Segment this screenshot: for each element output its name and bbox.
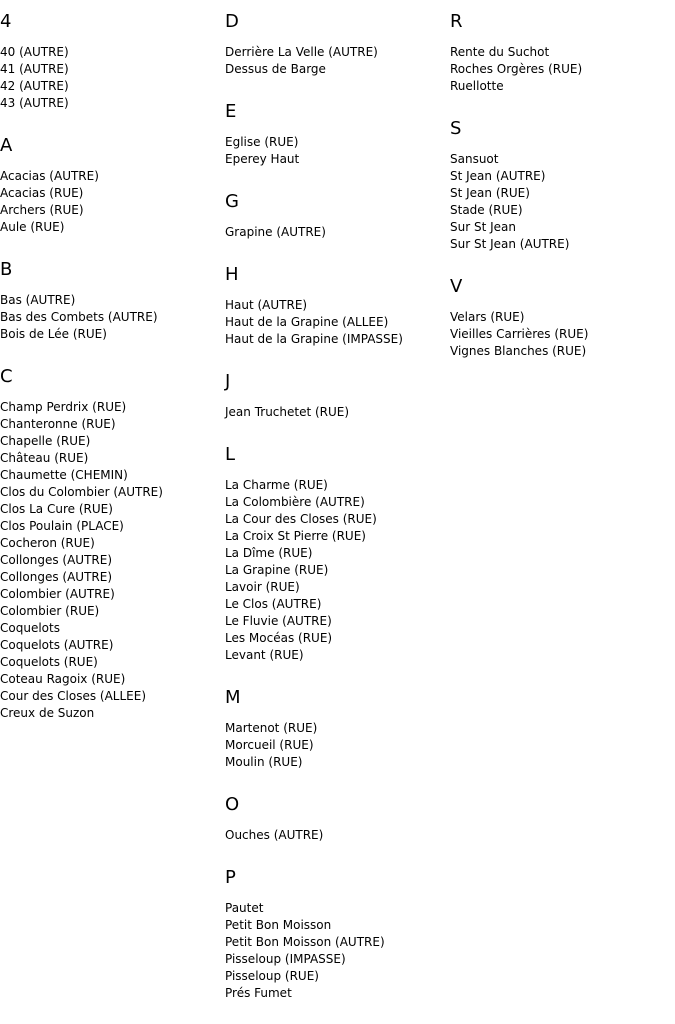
street-link[interactable]: Cocheron (RUE)	[0, 536, 95, 550]
street-index-column-2	[225, 10, 445, 1024]
street-link[interactable]: 41 (AUTRE)	[0, 62, 69, 76]
street-link[interactable]: Roches Orgères (RUE)	[450, 62, 583, 76]
letter-group	[225, 866, 445, 1002]
street-link[interactable]: Sur St Jean	[450, 220, 516, 234]
street-link[interactable]: Coquelots (AUTRE)	[0, 638, 114, 652]
street-link[interactable]: Velars (RUE)	[450, 310, 525, 324]
street-link[interactable]: Colombier (AUTRE)	[0, 587, 115, 601]
street-link[interactable]: 43 (AUTRE)	[0, 96, 69, 110]
letter-heading: A	[0, 135, 13, 156]
street-link[interactable]: Derrière La Velle (AUTRE)	[225, 45, 378, 59]
street-link[interactable]: Bois de Lée (RUE)	[0, 327, 107, 341]
letter-heading: E	[225, 101, 237, 122]
street-link[interactable]: Collonges (AUTRE)	[0, 553, 113, 567]
letter-heading: R	[450, 11, 463, 32]
letter-group	[225, 263, 445, 348]
street-link[interactable]: Bas des Combets (AUTRE)	[0, 310, 158, 324]
street-link[interactable]: Coquelots (RUE)	[0, 655, 98, 669]
letter-heading: L	[225, 444, 236, 465]
street-link[interactable]: Champ Perdrix (RUE)	[0, 400, 127, 414]
street-link[interactable]: Sansuot	[450, 152, 499, 166]
street-link[interactable]: St Jean (AUTRE)	[450, 169, 546, 183]
street-link[interactable]: La Grapine (RUE)	[225, 563, 329, 577]
street-link[interactable]: Clos La Cure (RUE)	[0, 502, 113, 516]
street-link[interactable]: Acacias (AUTRE)	[0, 169, 99, 183]
street-link[interactable]: Eperey Haut	[225, 152, 300, 166]
street-link[interactable]: Grapine (AUTRE)	[225, 225, 326, 239]
street-link[interactable]: Pisseloup (IMPASSE)	[225, 952, 346, 966]
letter-heading: G	[225, 191, 239, 212]
letter-group	[225, 190, 445, 241]
street-link[interactable]: Levant (RUE)	[225, 648, 304, 662]
street-link[interactable]: Clos du Colombier (AUTRE)	[0, 485, 163, 499]
street-link[interactable]: Haut (AUTRE)	[225, 298, 308, 312]
letter-group	[0, 134, 220, 236]
street-link[interactable]: Petit Bon Moisson	[225, 918, 332, 932]
street-link[interactable]: Chapelle (RUE)	[0, 434, 91, 448]
street-link[interactable]: Acacias (RUE)	[0, 186, 84, 200]
letter-heading: D	[225, 11, 239, 32]
letter-group	[450, 10, 670, 95]
letter-group	[225, 793, 445, 844]
street-link[interactable]: Creux de Suzon	[0, 706, 95, 720]
letter-heading: B	[0, 259, 13, 280]
street-link[interactable]: Sur St Jean (AUTRE)	[450, 237, 570, 251]
street-link[interactable]: La Dîme (RUE)	[225, 546, 313, 560]
street-link[interactable]: Ruellotte	[450, 79, 504, 93]
street-link[interactable]: Moulin (RUE)	[225, 755, 303, 769]
letter-heading: S	[450, 118, 462, 139]
street-link[interactable]: Haut de la Grapine (IMPASSE)	[225, 332, 403, 346]
letter-group	[0, 258, 220, 343]
street-link[interactable]: St Jean (RUE)	[450, 186, 530, 200]
street-link[interactable]: Morcueil (RUE)	[225, 738, 314, 752]
street-link[interactable]: Prés Fumet	[225, 986, 292, 1000]
street-link[interactable]: Pautet	[225, 901, 264, 915]
letter-heading: C	[0, 366, 13, 387]
street-link[interactable]: Ouches (AUTRE)	[225, 828, 324, 842]
street-link[interactable]: Clos Poulain (PLACE)	[0, 519, 124, 533]
letter-group	[225, 100, 445, 168]
letter-heading: H	[225, 264, 239, 285]
letter-heading: P	[225, 867, 236, 888]
letter-heading: V	[450, 276, 463, 297]
street-link[interactable]: Pisseloup (RUE)	[225, 969, 319, 983]
street-link[interactable]: Stade (RUE)	[450, 203, 523, 217]
letter-heading: 4	[0, 11, 12, 32]
street-link[interactable]: Chaumette (CHEMIN)	[0, 468, 128, 482]
street-link[interactable]: Petit Bon Moisson (AUTRE)	[225, 935, 385, 949]
street-link[interactable]: 42 (AUTRE)	[0, 79, 69, 93]
street-link[interactable]: Coteau Ragoix (RUE)	[0, 672, 126, 686]
letter-group	[225, 443, 445, 664]
street-link[interactable]: Chanteronne (RUE)	[0, 417, 116, 431]
street-link[interactable]: Martenot (RUE)	[225, 721, 318, 735]
street-link[interactable]: Château (RUE)	[0, 451, 89, 465]
letter-group	[225, 370, 445, 421]
street-link[interactable]: Coquelots	[0, 621, 60, 635]
street-link[interactable]: Le Clos (AUTRE)	[225, 597, 322, 611]
street-link[interactable]: Lavoir (RUE)	[225, 580, 300, 594]
street-link[interactable]: Vignes Blanches (RUE)	[450, 344, 587, 358]
street-link[interactable]: Archers (RUE)	[0, 203, 84, 217]
street-link[interactable]: Haut de la Grapine (ALLEE)	[225, 315, 389, 329]
letter-heading: O	[225, 794, 240, 815]
street-link[interactable]: Jean Truchetet (RUE)	[225, 405, 350, 419]
letter-heading: M	[225, 687, 241, 708]
street-link[interactable]: La Cour des Closes (RUE)	[225, 512, 377, 526]
street-link[interactable]: Le Fluvie (AUTRE)	[225, 614, 332, 628]
street-link[interactable]: Dessus de Barge	[225, 62, 326, 76]
street-link[interactable]: Aule (RUE)	[0, 220, 65, 234]
letter-group	[0, 365, 220, 722]
street-link[interactable]: Colombier (RUE)	[0, 604, 100, 618]
street-link[interactable]: Cour des Closes (ALLEE)	[0, 689, 147, 703]
street-index-column-3	[450, 10, 670, 382]
street-link[interactable]: Rente du Suchot	[450, 45, 550, 59]
letter-group	[0, 10, 220, 112]
letter-group	[225, 686, 445, 771]
letter-group	[450, 275, 670, 360]
street-link[interactable]: Bas (AUTRE)	[0, 293, 76, 307]
letter-group	[225, 10, 445, 78]
street-link[interactable]: Collonges (AUTRE)	[0, 570, 113, 584]
street-link[interactable]: La Croix St Pierre (RUE)	[225, 529, 366, 543]
street-link[interactable]: Les Mocéas (RUE)	[225, 631, 333, 645]
letter-heading: J	[225, 371, 231, 392]
street-link[interactable]: Vieilles Carrières (RUE)	[450, 327, 589, 341]
letter-group	[450, 117, 670, 253]
street-link[interactable]: Eglise (RUE)	[225, 135, 299, 149]
street-link[interactable]: La Colombière (AUTRE)	[225, 495, 365, 509]
street-link[interactable]: La Charme (RUE)	[225, 478, 328, 492]
street-link[interactable]: 40 (AUTRE)	[0, 45, 69, 59]
street-index-column-1	[0, 10, 220, 744]
